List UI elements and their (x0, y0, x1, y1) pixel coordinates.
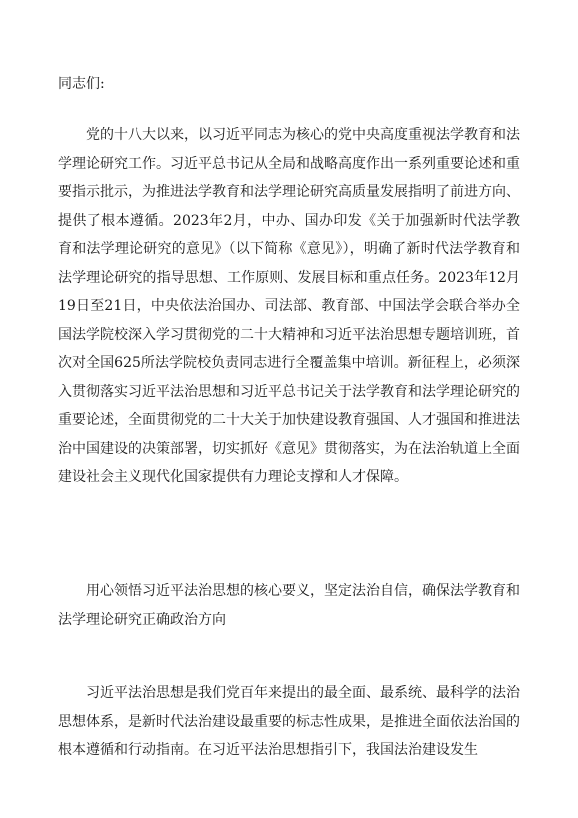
body-paragraph: 习近平法治思想是我们党百年来提出的最全面、最系统、最科学的法治思想体系，是新时代法治建设最重要的标志性成果，是推进全面依法治国的根本遵循和行动指南。在习近平法治思想指引下，我国法治建设发生 (58, 685, 520, 758)
section-heading: 用心领悟习近平法治思想的核心要义，坚定法治自信，确保法学教育和法学理论研究正确政治方向 (58, 583, 520, 628)
intro-paragraph: 党的十八大以来，以习近平同志为核心的党中央高度重视法学教育和法学理论研究工作。习近平总书记从全局和战略高度作出一系列重要论述和重要指示批示，为推进法学教育和法学理论研究高质量发展指明了前进方向、提供了根本遵循。2023年2月，中办、国办印发《关于加强新时代法学教育和法学理论研究的意见》（以下简称《意见》），明确了新时代法学教育和法学理论研究的指导思想、工作原则、发展目标和重点任务。2023年12月19日至21日，中央依法治国办、司法部、教育部、中国法学会联合举办全国法学院校深入学习贯彻党的二十大精神和习近平法治思想专题培训班，首次对全国625所法学院校负责同志进行全覆盖集中培训。新征程上，必须深入贯彻落实习近平法治思想和习近平总书记关于法学教育和法学理论研究的重要论述，全面贯彻党的二十大关于加快建设教育强国、人才强国和推进法治中国建设的决策部署，切实抓好《意见》贯彻落实，为在法治轨道上全面建设社会主义现代化国家提供有力理论支撑和人才保障。 (58, 127, 520, 485)
salutation: 同志们: (58, 76, 105, 92)
